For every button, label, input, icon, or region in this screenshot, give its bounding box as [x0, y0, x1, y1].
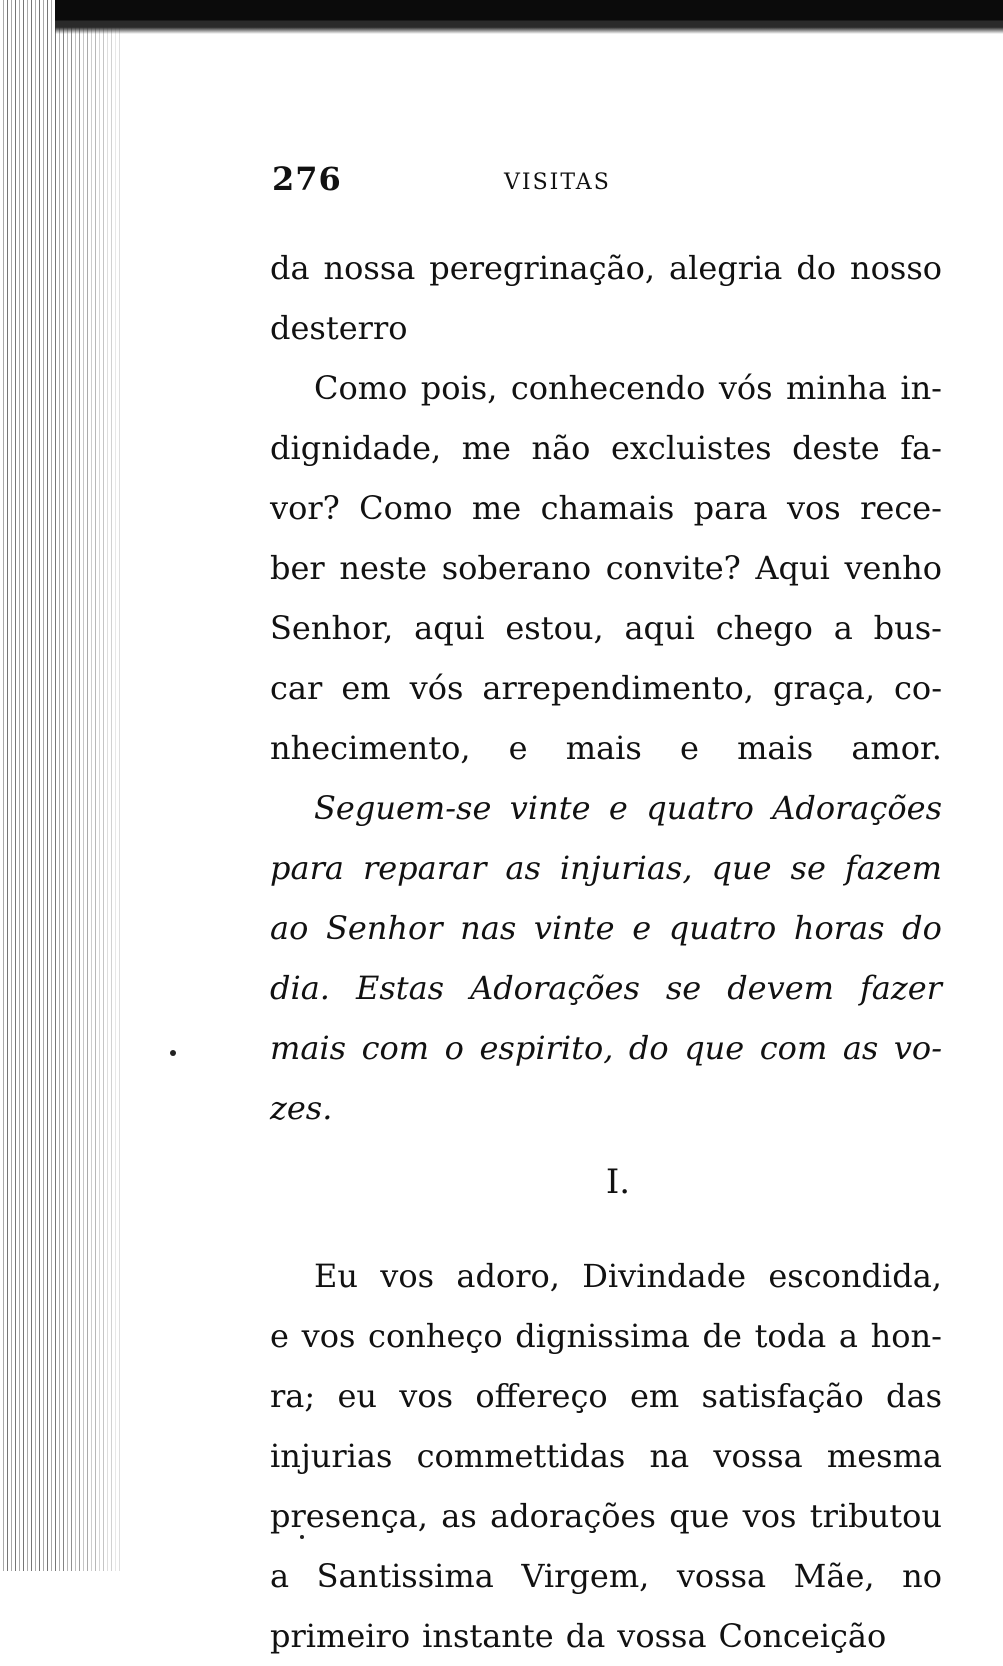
word: car	[270, 669, 323, 707]
word: Mãe,	[793, 1557, 875, 1595]
word: devem	[727, 969, 834, 1007]
word: satisfação	[701, 1377, 864, 1415]
word: fa-	[900, 429, 942, 467]
word: escondida,	[768, 1257, 942, 1295]
word: rece-	[860, 489, 942, 527]
word: amor.	[851, 729, 942, 767]
word: primeiro	[270, 1617, 411, 1655]
word: adorações	[490, 1497, 656, 1535]
word: soberano	[441, 549, 592, 587]
word: excluistes	[610, 429, 772, 467]
word: vossa	[617, 1617, 707, 1655]
word: vinte	[509, 789, 591, 827]
word: que	[684, 1029, 745, 1067]
text-line	[270, 298, 942, 358]
word: das	[886, 1377, 942, 1415]
word: bus-	[873, 609, 942, 647]
word: de	[702, 1317, 742, 1355]
word: peregrinação,	[429, 249, 656, 287]
word: reparar	[362, 849, 487, 887]
word: com	[759, 1029, 828, 1067]
word: aqui	[414, 609, 485, 647]
word: não	[531, 429, 591, 467]
page-text	[270, 238, 942, 1666]
text-line	[270, 718, 942, 778]
word: instante	[422, 1617, 554, 1655]
word: conheço	[368, 1317, 503, 1355]
instruction-paragraph	[270, 778, 942, 1138]
word: e	[270, 1317, 289, 1355]
word: com	[361, 1029, 430, 1067]
text-line	[270, 1486, 942, 1546]
word: da	[270, 249, 310, 287]
word: graça,	[772, 669, 875, 707]
word: quatro	[668, 909, 777, 947]
spine-fade	[55, 0, 145, 1571]
word: zes.	[270, 1089, 333, 1127]
page-number: 276	[272, 160, 342, 198]
word: eu	[337, 1377, 377, 1415]
word: vós	[409, 669, 464, 707]
word: mais	[737, 729, 814, 767]
word: Como	[359, 489, 453, 527]
word: dignidade,	[270, 429, 442, 467]
word: co-	[894, 669, 942, 707]
word: e	[508, 729, 528, 767]
word: me	[471, 489, 522, 527]
word: da	[565, 1617, 606, 1655]
word: se	[665, 969, 702, 1007]
word: no	[902, 1557, 942, 1595]
paragraph-2	[270, 358, 942, 778]
word: Senhor	[325, 909, 443, 947]
word: fazer	[859, 969, 942, 1007]
word: quatro	[646, 789, 754, 827]
word: horas	[793, 909, 885, 947]
word: injurias	[270, 1437, 393, 1475]
word: minha	[786, 369, 887, 407]
text-line	[270, 1366, 942, 1426]
word: vo-	[893, 1029, 942, 1067]
text-line	[270, 1078, 942, 1138]
word: e	[632, 909, 652, 947]
word: conhecendo	[510, 369, 706, 407]
word: em	[341, 669, 391, 707]
word: pois,	[420, 369, 498, 407]
word: toda	[754, 1317, 827, 1355]
word: o	[444, 1029, 464, 1067]
text-line	[270, 778, 942, 838]
text-line	[270, 598, 942, 658]
word: vossa	[713, 1437, 803, 1475]
text-line	[270, 418, 942, 478]
word: mesma	[826, 1437, 942, 1475]
word: vós	[718, 369, 773, 407]
text-line	[270, 838, 942, 898]
text-line	[270, 898, 942, 958]
text-line	[270, 538, 942, 598]
word: dia.	[270, 969, 330, 1007]
word: Estas	[355, 969, 445, 1007]
page-top-edge-shadow	[55, 0, 1003, 34]
word: as	[505, 849, 541, 887]
word: ber	[270, 549, 325, 587]
word: Senhor,	[270, 609, 394, 647]
word: presença,	[270, 1497, 428, 1535]
word: para	[693, 489, 768, 527]
text-line	[270, 1606, 942, 1666]
word: nosso	[850, 249, 942, 287]
word: Adorações	[470, 969, 640, 1007]
word: Divindade	[582, 1257, 747, 1295]
word: deste	[792, 429, 880, 467]
word: desterro	[270, 309, 408, 347]
word: ao	[270, 909, 309, 947]
word: e	[679, 729, 699, 767]
word: vos	[301, 1317, 356, 1355]
word: Virgem,	[521, 1557, 650, 1595]
word: Como	[314, 369, 408, 407]
word: nossa	[323, 249, 416, 287]
word: se	[790, 849, 826, 887]
word: injurias,	[559, 849, 693, 887]
word: que	[669, 1497, 730, 1535]
section-numeral: I.	[605, 1162, 631, 1202]
word: vos	[786, 489, 841, 527]
word: venho	[844, 549, 942, 587]
running-title: VISITAS	[504, 170, 611, 195]
running-head	[270, 150, 942, 210]
word: Conceição	[718, 1617, 887, 1655]
word: as	[842, 1029, 879, 1067]
word: convite?	[605, 549, 741, 587]
word: vos	[380, 1257, 435, 1295]
text-line	[270, 1546, 942, 1606]
paragraph-1	[270, 238, 942, 358]
word: commettidas	[416, 1437, 626, 1475]
word: estou,	[505, 609, 604, 647]
word: ra;	[270, 1377, 316, 1415]
word: do	[902, 909, 942, 947]
word: arrependimento,	[482, 669, 754, 707]
word: vinte	[533, 909, 615, 947]
word: a	[833, 609, 853, 647]
word: vor?	[270, 489, 340, 527]
word: em	[629, 1377, 680, 1415]
word: mais	[565, 729, 642, 767]
word: para	[270, 849, 344, 887]
text-line	[270, 658, 942, 718]
word: aqui	[624, 609, 695, 647]
word: me	[461, 429, 511, 467]
word: hon-	[870, 1317, 942, 1355]
word: neste	[339, 549, 428, 587]
paragraph-3	[270, 1246, 942, 1666]
word: alegria	[669, 249, 783, 287]
word: espirito,	[479, 1029, 614, 1067]
word: nhecimento,	[270, 729, 471, 767]
text-line	[270, 1426, 942, 1486]
word: chamais	[540, 489, 675, 527]
word: Eu	[314, 1257, 358, 1295]
word: offereço	[475, 1377, 608, 1415]
word: do	[796, 249, 837, 287]
word: vossa	[676, 1557, 767, 1595]
word: a	[838, 1317, 858, 1355]
text-line	[270, 1306, 942, 1366]
text-line	[270, 958, 942, 1018]
text-line	[270, 1246, 942, 1306]
text-line	[270, 1018, 942, 1078]
ink-speck	[170, 1050, 176, 1056]
text-line	[270, 238, 942, 298]
word: mais	[270, 1029, 347, 1067]
word: Seguem-se	[314, 789, 492, 827]
word: a	[270, 1557, 290, 1595]
word: vos	[742, 1497, 797, 1535]
text-line	[270, 358, 942, 418]
word: as	[441, 1497, 477, 1535]
word: nas	[460, 909, 517, 947]
word: Aqui	[755, 549, 830, 587]
text-line	[270, 478, 942, 538]
word: na	[649, 1437, 690, 1475]
word: adoro,	[456, 1257, 560, 1295]
book-page	[270, 150, 942, 1666]
word: chego	[715, 609, 813, 647]
word: vos	[399, 1377, 454, 1415]
word: Adorações	[772, 789, 942, 827]
word: dignissima	[515, 1317, 690, 1355]
word: Santissima	[316, 1557, 494, 1595]
word: que	[711, 849, 772, 887]
word: do	[628, 1029, 669, 1067]
word: tributou	[809, 1497, 942, 1535]
word: e	[608, 789, 628, 827]
word: in-	[900, 369, 942, 407]
word: fazem	[844, 849, 942, 887]
